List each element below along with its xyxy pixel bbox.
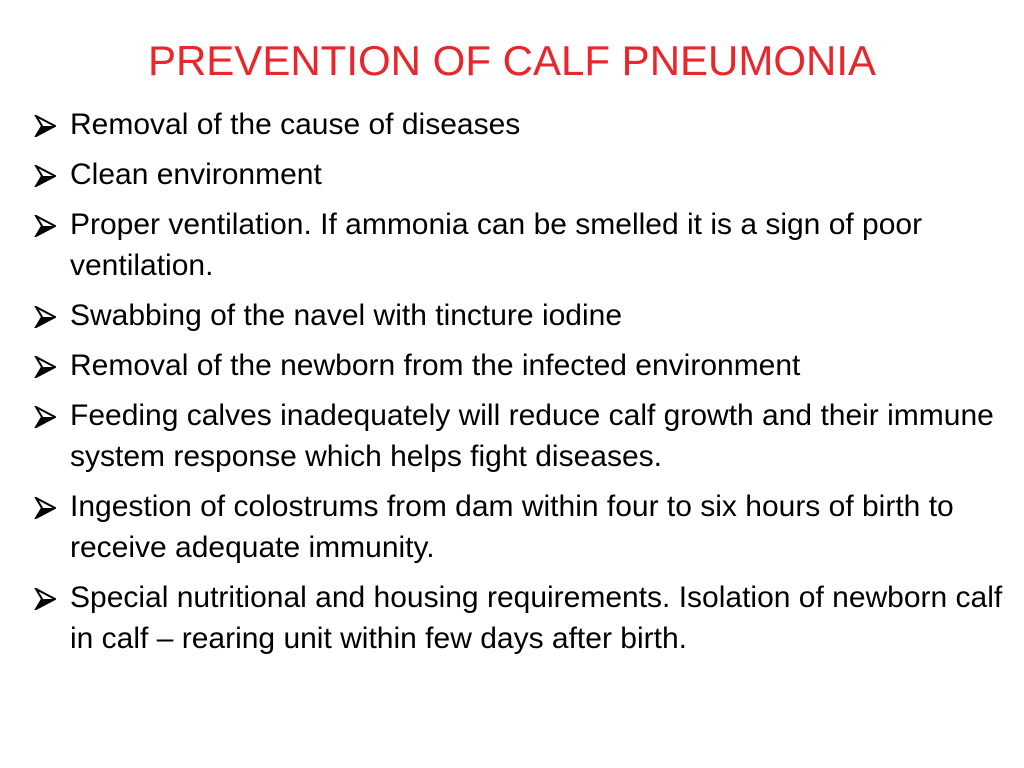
bullet-list (30, 104, 1005, 668)
arrow-bullet-icon (34, 306, 56, 328)
bullet-item (30, 154, 1005, 195)
arrow-bullet-icon (34, 406, 56, 428)
arrow-bullet-icon (34, 115, 56, 137)
bullet-item (30, 204, 1005, 286)
bullet-item (30, 345, 1005, 386)
bullet-text: Swabbing of the navel with tincture iodine (70, 299, 623, 332)
bullet-item (30, 395, 1005, 477)
slide-title: PREVENTION OF CALF PNEUMONIA (147, 37, 877, 84)
arrow-bullet-icon (34, 215, 56, 237)
arrow-bullet-icon (34, 588, 56, 610)
bullet-text: Proper ventilation. If ammonia can be smelled it is a sign of poor ventilation. (70, 208, 923, 282)
arrow-bullet-icon (34, 356, 56, 378)
arrow-bullet-icon (34, 497, 56, 519)
bullet-text: Feeding calves inadequately will reduce calf growth and their immune system response which helps fight diseases. (70, 399, 994, 473)
bullet-item (30, 486, 1005, 568)
bullet-text: Removal of the cause of diseases (70, 108, 521, 141)
bullet-text: Clean environment (70, 158, 322, 191)
bullet-text: Removal of the newborn from the infected environment (70, 349, 801, 382)
bullet-item (30, 295, 1005, 336)
bullet-item (30, 104, 1005, 145)
bullet-text: Ingestion of colostrums from dam within four to six hours of birth to receive adequate immunity. (70, 490, 954, 564)
bullet-item (30, 577, 1005, 659)
bullet-text: Special nutritional and housing requirements. Isolation of newborn calf in calf – rearing unit within few days after birth. (70, 581, 1003, 655)
arrow-bullet-icon (34, 165, 56, 187)
